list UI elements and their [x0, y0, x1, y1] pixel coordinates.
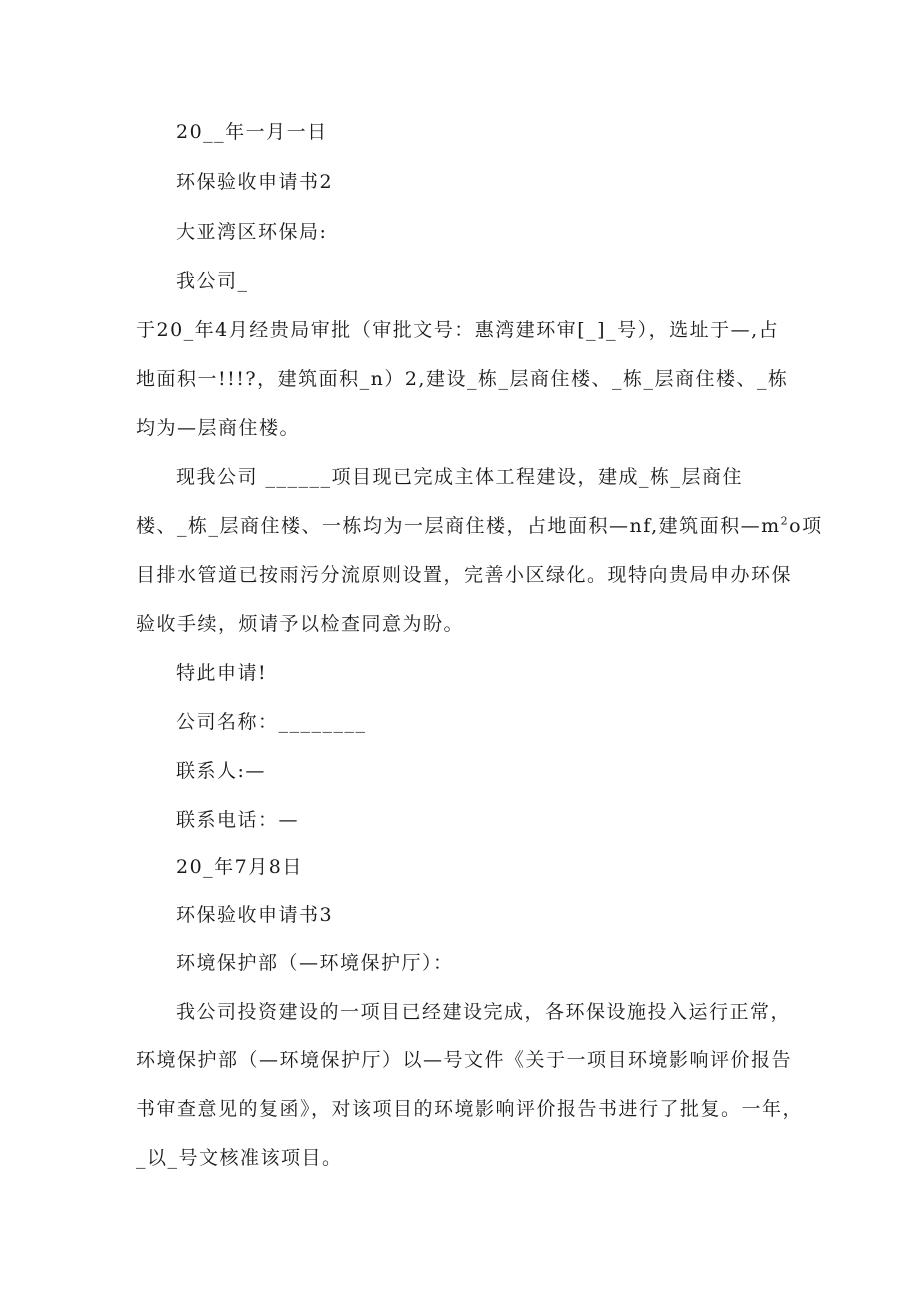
addressee-line-1: 大亚湾区环保局:: [176, 221, 328, 243]
paragraph-line: _以_号文核准该项目。: [136, 1147, 343, 1169]
paragraph-line: 我公司投资建设的一项目已经建设完成，各环保设施投入运行正常，: [176, 1001, 792, 1023]
addressee-line-2: 环境保护部（—环境保护厅）：: [176, 952, 454, 974]
contact-phone-field: 联系电话：—: [176, 809, 300, 831]
paragraph-line: 验收手续，烦请予以检查同意为盼。: [136, 613, 465, 635]
paragraph-line: 于20_年4月经贵局审批（审批文号：惠湾建环审[_]_号），选址于—,占: [136, 319, 780, 341]
paragraph-line: 书审查意见的复函》，对该项目的环境影响评价报告书进行了批复。一年，: [136, 1098, 804, 1120]
paragraph-text: 楼、_栋_层商住楼、一栋均为一层商住楼，占地面积—nf,建筑面积—m: [136, 515, 781, 537]
paragraph-line: 目排水管道已按雨污分流原则设置，完善小区绿化。现特向贵局申办环保: [136, 564, 793, 586]
heading-application-2: 环保验收申请书2: [176, 171, 334, 193]
paragraph-line: 均为—层商住楼。: [136, 417, 301, 439]
paragraph-text: o项: [789, 515, 823, 537]
paragraph-line: 现我公司 ______项目现已完成主体工程建设，建成_栋_层商住: [176, 466, 744, 488]
paragraph-line: [136, 514, 823, 538]
paragraph-line: 环境保护部（—环境保护厅）以—号文件《关于一项目环境影响评价报告: [136, 1049, 793, 1071]
closing-line: 特此申请!: [176, 662, 268, 684]
contact-person-field: 联系人:—: [176, 760, 266, 782]
date-line-2: 20_年7月8日: [176, 856, 303, 878]
superscript: 2: [780, 514, 790, 528]
paragraph-line: 我公司_: [176, 270, 249, 292]
paragraph-line: 地面积一!!!?，建筑面积_n）2,建设_栋_层商住楼、_栋_层商住楼、_栋: [136, 368, 789, 390]
company-name-field: 公司名称：________: [176, 711, 367, 733]
heading-application-3: 环保验收申请书3: [176, 904, 334, 926]
date-line-1: 20__年一月一日: [176, 121, 328, 143]
